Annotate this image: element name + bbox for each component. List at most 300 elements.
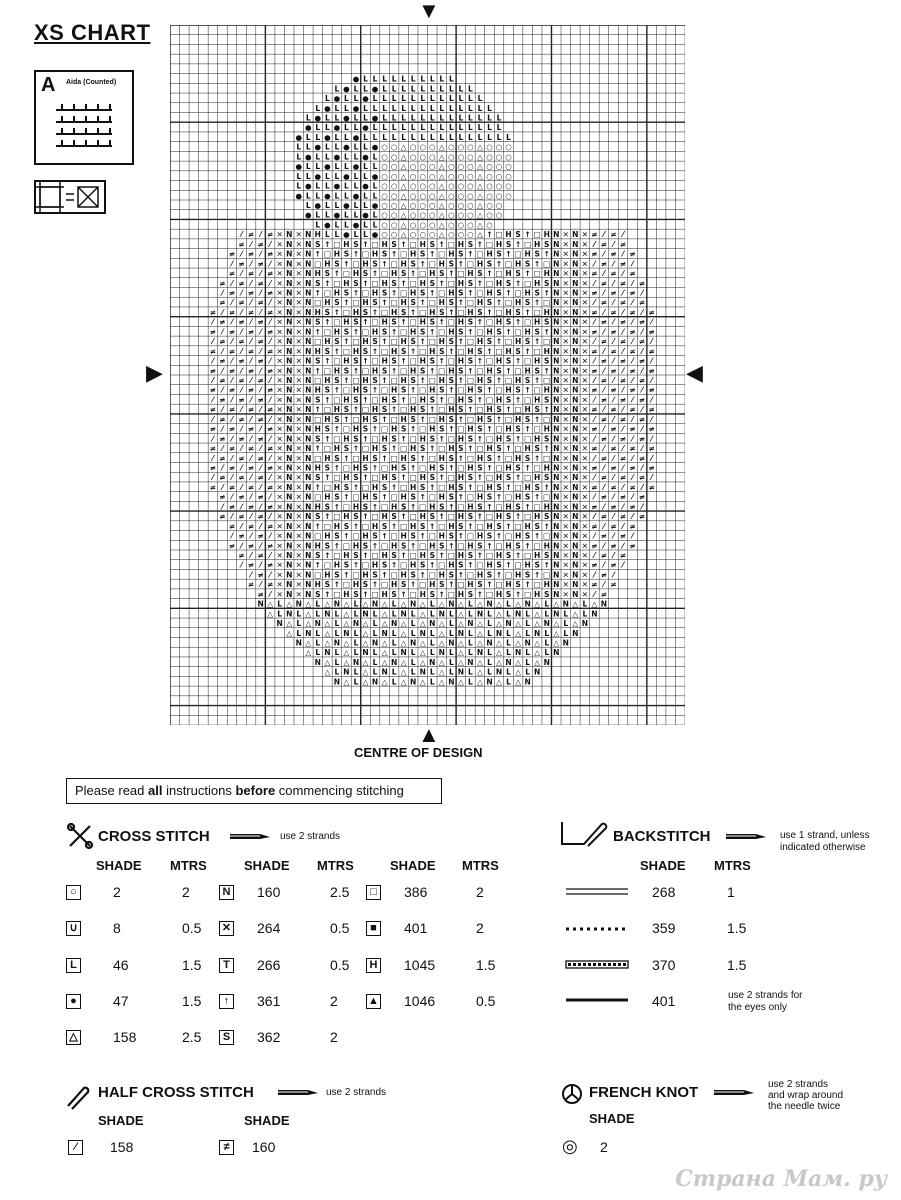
svg-text:≠: ≠	[619, 492, 627, 502]
svg-text:↑: ↑	[343, 570, 350, 580]
svg-text:S: S	[534, 405, 540, 415]
svg-text:↑: ↑	[486, 346, 493, 356]
svg-text:□: □	[381, 346, 389, 356]
bs-mtrs-268: 1	[727, 884, 735, 900]
svg-text:△: △	[496, 638, 502, 648]
svg-text:N: N	[305, 502, 312, 512]
svg-text:L: L	[372, 628, 378, 638]
svg-text:⁄: ⁄	[650, 395, 653, 405]
svg-text:↑: ↑	[486, 385, 493, 395]
svg-text:↑: ↑	[343, 375, 350, 385]
svg-text:N: N	[295, 599, 302, 609]
svg-text:N: N	[371, 638, 379, 648]
svg-text:⁄: ⁄	[250, 356, 252, 366]
svg-text:N: N	[429, 657, 436, 667]
svg-text:□: □	[409, 395, 417, 405]
svg-text:S: S	[324, 346, 331, 356]
svg-text:≠: ≠	[228, 307, 236, 317]
svg-text:□: □	[381, 463, 389, 473]
svg-text:L: L	[324, 230, 330, 240]
svg-text:H: H	[410, 521, 417, 531]
svg-text:N: N	[286, 230, 293, 240]
svg-text:△: △	[438, 171, 445, 181]
svg-text:↑: ↑	[495, 453, 503, 463]
svg-text:□: □	[505, 414, 513, 424]
svg-text:○: ○	[467, 200, 474, 210]
svg-text:N: N	[572, 278, 579, 288]
svg-text:↑: ↑	[333, 346, 341, 356]
svg-text:L: L	[401, 94, 407, 104]
svg-text:S: S	[315, 356, 321, 366]
svg-text:L: L	[439, 113, 445, 123]
svg-text:✕: ✕	[295, 385, 302, 395]
svg-text:N: N	[572, 327, 579, 337]
svg-text:○: ○	[448, 200, 455, 210]
svg-text:H: H	[333, 405, 341, 415]
svg-text:L: L	[391, 74, 397, 84]
svg-text:≠: ≠	[600, 375, 608, 385]
cs-shade-8: 8	[113, 920, 121, 936]
svg-text:□: □	[514, 327, 522, 337]
svg-text:H: H	[543, 346, 550, 356]
svg-text:△: △	[419, 619, 426, 629]
svg-text:●: ●	[343, 142, 350, 152]
svg-text:⁄: ⁄	[650, 356, 653, 366]
svg-text:S: S	[343, 366, 350, 376]
svg-text:H: H	[505, 230, 512, 240]
svg-text:✕: ✕	[276, 356, 283, 366]
svg-text:S: S	[400, 307, 407, 317]
svg-text:⁄: ⁄	[259, 269, 262, 279]
cs-col-mtrs-3: MTRS	[462, 858, 499, 873]
svg-text:H: H	[495, 434, 503, 444]
svg-text:✕: ✕	[295, 366, 302, 376]
svg-text:△: △	[534, 657, 541, 667]
svg-text:H: H	[495, 356, 503, 366]
svg-text:N: N	[343, 628, 350, 638]
svg-text:S: S	[429, 512, 435, 522]
svg-text:L: L	[344, 123, 349, 133]
svg-text:✕: ✕	[295, 550, 302, 560]
svg-text:H: H	[524, 405, 531, 415]
svg-text:N: N	[572, 259, 579, 269]
svg-text:□: □	[543, 298, 551, 308]
svg-text:H: H	[371, 521, 379, 531]
svg-text:↑: ↑	[314, 560, 321, 570]
svg-text:S: S	[391, 278, 397, 288]
svg-text:○: ○	[448, 191, 455, 201]
svg-text:□: □	[543, 492, 551, 502]
svg-text:H: H	[505, 463, 512, 473]
svg-text:△: △	[400, 162, 407, 172]
svg-text:H: H	[371, 249, 379, 259]
svg-text:⁄: ⁄	[269, 337, 271, 347]
svg-text:□: □	[419, 346, 427, 356]
svg-text:↑: ↑	[495, 337, 503, 347]
svg-text:↑: ↑	[343, 492, 350, 502]
svg-text:L: L	[525, 609, 531, 619]
svg-text:↑: ↑	[476, 434, 484, 444]
svg-text:↑: ↑	[314, 249, 321, 259]
svg-text:✕: ✕	[276, 550, 283, 560]
cs-mtrs-1046: 0.5	[476, 993, 496, 1009]
svg-text:H: H	[390, 385, 398, 395]
svg-text:N: N	[286, 269, 293, 279]
svg-text:↑: ↑	[333, 580, 341, 590]
svg-text:↑: ↑	[410, 541, 417, 551]
svg-text:H: H	[324, 337, 331, 347]
svg-text:↑: ↑	[362, 395, 369, 405]
svg-text:N: N	[572, 317, 579, 327]
svg-text:S: S	[353, 473, 359, 483]
svg-text:↑: ↑	[514, 473, 522, 483]
svg-text:N: N	[295, 638, 302, 648]
svg-text:H: H	[514, 337, 522, 347]
svg-text:S: S	[324, 424, 331, 434]
svg-text:□: □	[419, 541, 427, 551]
svg-text:S: S	[420, 366, 426, 376]
svg-text:↑: ↑	[438, 317, 445, 327]
svg-text:N: N	[305, 366, 312, 376]
svg-text:N: N	[286, 541, 293, 551]
svg-text:△: △	[477, 677, 483, 687]
svg-text:⁄: ⁄	[612, 473, 615, 483]
svg-text:L: L	[344, 181, 349, 191]
svg-text:S: S	[391, 550, 397, 560]
svg-text:≠: ≠	[209, 327, 217, 337]
svg-text:□: □	[438, 521, 446, 531]
svg-text:S: S	[524, 259, 531, 269]
svg-text:□: □	[323, 521, 331, 531]
svg-text:≠: ≠	[257, 278, 264, 288]
svg-text:□: □	[352, 453, 360, 463]
svg-text:✕: ✕	[581, 560, 589, 570]
svg-text:✕: ✕	[276, 298, 283, 308]
svg-text:↑: ↑	[514, 356, 522, 366]
svg-text:○: ○	[495, 152, 503, 162]
svg-text:↑: ↑	[486, 463, 493, 473]
svg-text:N: N	[572, 502, 579, 512]
svg-text:S: S	[315, 434, 321, 444]
svg-text:↑: ↑	[438, 589, 445, 599]
svg-text:↑: ↑	[419, 453, 426, 463]
svg-text:⁄: ⁄	[593, 395, 596, 405]
svg-text:S: S	[362, 307, 369, 317]
svg-text:□: □	[514, 405, 522, 415]
svg-text:↑: ↑	[390, 405, 398, 415]
svg-text:L: L	[372, 94, 378, 104]
svg-text:↑: ↑	[400, 239, 407, 249]
svg-text:H: H	[543, 580, 550, 590]
svg-text:H: H	[476, 298, 484, 308]
svg-text:H: H	[324, 570, 331, 580]
svg-text:⁄: ⁄	[240, 269, 243, 279]
svg-text:L: L	[296, 142, 302, 152]
svg-text:≠: ≠	[209, 307, 217, 317]
svg-text:S: S	[315, 239, 321, 249]
svg-text:N: N	[286, 560, 293, 570]
svg-text:S: S	[343, 482, 350, 492]
svg-text:S: S	[448, 414, 455, 424]
svg-text:□: □	[457, 580, 465, 590]
svg-text:≠: ≠	[228, 463, 236, 473]
svg-text:○: ○	[419, 191, 427, 201]
svg-text:↑: ↑	[514, 589, 522, 599]
svg-text:⁄: ⁄	[593, 317, 596, 327]
svg-text:△: △	[400, 210, 407, 220]
svg-text:N: N	[553, 560, 560, 570]
svg-text:L: L	[324, 200, 330, 210]
svg-text:⁄: ⁄	[231, 375, 233, 385]
svg-text:△: △	[553, 619, 560, 629]
svg-text:L: L	[382, 123, 387, 133]
note-bold-2: before	[235, 783, 276, 798]
svg-text:✕: ✕	[276, 570, 283, 580]
svg-text:△: △	[362, 657, 369, 667]
svg-text:S: S	[477, 463, 483, 473]
svg-text:□: □	[333, 550, 341, 560]
svg-text:□: □	[505, 531, 513, 541]
svg-text:↑: ↑	[381, 298, 388, 308]
svg-text:△: △	[515, 619, 521, 629]
svg-text:N: N	[286, 337, 293, 347]
svg-text:≠: ≠	[238, 512, 245, 522]
svg-text:≠: ≠	[648, 405, 655, 415]
cs-mtrs-266: 0.5	[330, 957, 350, 973]
svg-text:N: N	[553, 249, 560, 259]
svg-text:↑: ↑	[534, 453, 541, 463]
svg-text:≠: ≠	[591, 405, 598, 415]
svg-text:●: ●	[295, 191, 303, 201]
svg-text:○: ○	[505, 152, 512, 162]
svg-text:✕: ✕	[581, 541, 589, 551]
svg-text:✕: ✕	[562, 492, 569, 502]
svg-text:N: N	[572, 560, 579, 570]
svg-text:≠: ≠	[238, 473, 245, 483]
cs-symbol-8: ∪	[66, 921, 81, 936]
svg-text:H: H	[314, 385, 321, 395]
svg-text:□: □	[438, 444, 446, 454]
svg-text:○: ○	[409, 191, 417, 201]
svg-text:L: L	[353, 113, 359, 123]
svg-text:↑: ↑	[448, 424, 455, 434]
svg-text:□: □	[438, 327, 446, 337]
svg-text:↑: ↑	[410, 424, 417, 434]
svg-text:□: □	[381, 502, 389, 512]
svg-text:S: S	[496, 327, 502, 337]
svg-text:↑: ↑	[314, 444, 321, 454]
svg-text:□: □	[447, 278, 455, 288]
svg-text:↑: ↑	[524, 385, 531, 395]
svg-text:↑: ↑	[390, 560, 398, 570]
svg-text:H: H	[524, 366, 531, 376]
svg-text:↑: ↑	[314, 366, 321, 376]
svg-text:□: □	[371, 473, 379, 483]
svg-text:⁄: ⁄	[622, 482, 624, 492]
svg-text:L: L	[315, 609, 321, 619]
svg-text:⁄: ⁄	[612, 550, 615, 560]
svg-text:L: L	[363, 162, 368, 172]
svg-text:S: S	[448, 492, 455, 502]
svg-text:≠: ≠	[648, 307, 655, 317]
svg-text:✕: ✕	[562, 269, 569, 279]
svg-text:⁄: ⁄	[250, 492, 252, 502]
svg-text:H: H	[438, 298, 445, 308]
svg-text:S: S	[477, 424, 483, 434]
svg-text:✕: ✕	[276, 239, 283, 249]
svg-text:✕: ✕	[562, 512, 569, 522]
svg-text:N: N	[305, 589, 312, 599]
svg-text:△: △	[419, 599, 426, 609]
svg-text:N: N	[572, 550, 579, 560]
svg-text:L: L	[305, 132, 311, 142]
svg-text:H: H	[419, 589, 426, 599]
svg-text:↑: ↑	[314, 288, 321, 298]
svg-text:✕: ✕	[295, 405, 302, 415]
svg-text:S: S	[496, 482, 502, 492]
svg-text:L: L	[582, 599, 588, 609]
svg-text:○: ○	[409, 210, 417, 220]
svg-text:N: N	[553, 492, 560, 502]
svg-text:✕: ✕	[562, 366, 569, 376]
svg-text:≠: ≠	[610, 541, 617, 551]
svg-text:△: △	[305, 619, 312, 629]
svg-text:L: L	[544, 609, 550, 619]
svg-text:L: L	[315, 628, 321, 638]
svg-text:↑: ↑	[534, 337, 541, 347]
svg-text:N: N	[305, 249, 312, 259]
svg-text:●: ●	[305, 181, 312, 191]
svg-text:≠: ≠	[228, 346, 236, 356]
svg-text:N: N	[572, 414, 579, 424]
svg-text:⁄: ⁄	[240, 482, 243, 492]
svg-text:S: S	[544, 356, 550, 366]
svg-text:↑: ↑	[352, 288, 360, 298]
svg-text:□: □	[524, 589, 532, 599]
svg-text:●: ●	[305, 152, 312, 162]
svg-text:●: ●	[371, 200, 379, 210]
svg-text:N: N	[286, 609, 293, 619]
svg-text:△: △	[286, 628, 293, 638]
svg-text:≠: ≠	[629, 269, 636, 279]
svg-text:H: H	[324, 492, 331, 502]
svg-text:□: □	[524, 550, 532, 560]
svg-text:H: H	[371, 288, 379, 298]
svg-text:L: L	[477, 123, 483, 133]
svg-text:△: △	[343, 677, 350, 687]
svg-text:⁄: ⁄	[603, 230, 605, 240]
svg-text:N: N	[305, 570, 312, 580]
svg-text:S: S	[467, 356, 474, 366]
svg-text:□: □	[342, 463, 350, 473]
svg-text:H: H	[514, 570, 522, 580]
svg-text:✕: ✕	[581, 259, 589, 269]
svg-text:□: □	[314, 259, 322, 269]
svg-text:≠: ≠	[600, 531, 608, 541]
svg-text:✕: ✕	[276, 288, 283, 298]
svg-text:⁄: ⁄	[603, 385, 605, 395]
svg-text:S: S	[486, 570, 493, 580]
cs-mtrs-8: 0.5	[182, 920, 202, 936]
svg-text:S: S	[477, 580, 483, 590]
svg-text:L: L	[391, 609, 397, 619]
svg-text:✕: ✕	[295, 288, 302, 298]
svg-text:H: H	[476, 492, 484, 502]
svg-text:H: H	[410, 560, 417, 570]
svg-text:✕: ✕	[562, 405, 569, 415]
svg-text:≠: ≠	[228, 288, 236, 298]
svg-text:S: S	[439, 502, 445, 512]
svg-text:↑: ↑	[419, 570, 426, 580]
svg-text:□: □	[371, 434, 379, 444]
svg-text:H: H	[429, 463, 436, 473]
svg-text:≠: ≠	[247, 580, 255, 590]
svg-text:N: N	[572, 366, 579, 376]
svg-text:↑: ↑	[514, 512, 522, 522]
cross-stitch-strands: use 2 strands	[280, 831, 341, 842]
svg-text:N: N	[553, 434, 560, 444]
svg-text:L: L	[429, 677, 435, 687]
svg-text:●: ●	[352, 74, 360, 84]
svg-text:L: L	[353, 94, 359, 104]
svg-text:N: N	[438, 609, 445, 619]
svg-text:✕: ✕	[581, 327, 589, 337]
svg-text:⁄: ⁄	[259, 405, 262, 415]
svg-text:⁄: ⁄	[593, 531, 596, 541]
svg-text:≠: ≠	[266, 560, 274, 570]
svg-text:S: S	[343, 288, 350, 298]
svg-text:S: S	[477, 346, 483, 356]
svg-text:H: H	[486, 405, 493, 415]
svg-text:≠: ≠	[629, 424, 636, 434]
cs-shade-361: 361	[257, 993, 281, 1009]
svg-text:⁄: ⁄	[603, 424, 605, 434]
svg-text:□: □	[400, 327, 408, 337]
chart-stitch-symbols	[210, 75, 655, 687]
svg-text:L: L	[334, 103, 340, 113]
svg-text:H: H	[448, 560, 455, 570]
svg-text:✕: ✕	[276, 385, 283, 395]
svg-text:H: H	[505, 269, 512, 279]
svg-text:L: L	[296, 181, 302, 191]
svg-text:○: ○	[409, 162, 417, 172]
svg-text:S: S	[515, 502, 521, 512]
svg-text:N: N	[553, 366, 560, 376]
svg-text:○: ○	[448, 210, 455, 220]
svg-text:↑: ↑	[343, 453, 350, 463]
svg-text:H: H	[514, 414, 522, 424]
svg-text:S: S	[505, 589, 512, 599]
svg-text:✕: ✕	[581, 337, 589, 347]
french-knot-strands-line2: and wrap around	[768, 1090, 844, 1101]
svg-text:S: S	[429, 550, 435, 560]
svg-text:L: L	[448, 94, 454, 104]
svg-text:↑: ↑	[419, 531, 426, 541]
svg-text:●: ●	[371, 113, 379, 123]
svg-text:L: L	[410, 657, 416, 667]
svg-text:S: S	[410, 531, 416, 541]
svg-text:N: N	[305, 580, 312, 590]
svg-text:≠: ≠	[266, 385, 274, 395]
svg-text:□: □	[400, 249, 408, 259]
svg-text:✕: ✕	[295, 414, 302, 424]
svg-text:L: L	[363, 230, 368, 240]
svg-text:△: △	[572, 619, 579, 629]
svg-text:□: □	[314, 375, 322, 385]
svg-text:○: ○	[495, 181, 503, 191]
svg-text:□: □	[342, 269, 350, 279]
svg-text:↑: ↑	[362, 550, 369, 560]
